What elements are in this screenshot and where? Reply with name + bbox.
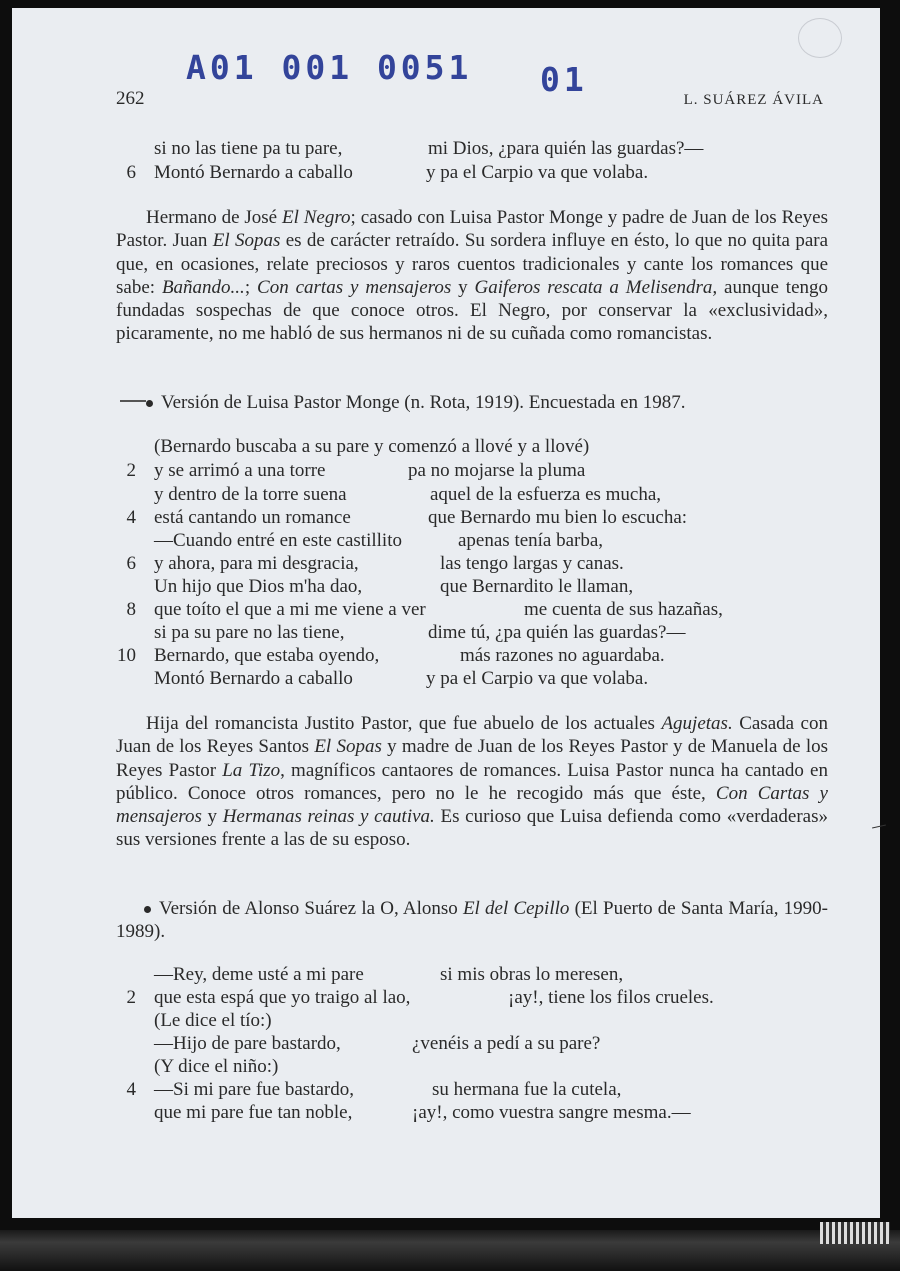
verse-hemistich-2: ¿venéis a pedí a su pare? [412,1033,601,1054]
verse-hemistich-1: —Si mi pare fue bastardo, [154,1079,354,1100]
margin-dash-mark [120,400,146,402]
circled-annotation [798,18,842,58]
scan-edge-artifact [820,1222,890,1244]
archive-stamp-suffix: 01 [540,60,588,99]
verse-number: 2 [126,987,136,1008]
verse-hemistich-2: las tengo largas y canas. [440,553,624,574]
commentary-paragraph-1: Hermano de José El Negro; casado con Luisa Pastor Monge y padre de Juan de los Reyes Pastor. Juan El Sopas es de carácter retraído. Su sordera influye en ésto, lo que no quita para que, en ocasiones, relate preciosos y raros cuentos tradicionales y cante los romances que sabe: Bañando...; Con cartas y mensajeros y Gaiferos rescata a Melisendra, aunque tengo fundadas sospechas de que conoce otros. El Negro, por conservar la «exclusividad», picaramente, no me habló de sus hermanos ni de su cuñada como romancistas. [116,207,829,345]
verse-hemistich-2: si mis obras lo meresen, [440,964,624,985]
verse-hemistich-2: pa no mojarse la pluma [408,460,586,481]
verse-hemistich-1: y ahora, para mi desgracia, [154,553,359,574]
verse-hemistich-1: y se arrimó a una torre [154,460,326,481]
verse-hemistich-2: ¡ay!, como vuestra sangre mesma.— [412,1102,691,1123]
verse-hemistich-2: y pa el Carpio va que volaba. [426,668,649,689]
verse-hemistich-2: mi Dios, ¿para quién las guardas?— [428,138,704,159]
commentary-paragraph-2: Hija del romancista Justito Pastor, que fue abuelo de los actuales Agujetas. Casada con Juan de los Reyes Santos El Sopas y madre de Juan de los Reyes Pastor y de Manuela de los Reyes Pastor La Tizo, magníficos cantaores de romances. Luisa Pastor nunca ha cantado en público. Conoce otros romances, pero no le he recogido más que éste, Con Cartas y mensajeros y Hermanas reinas y cautiva. Es curioso que Luisa defienda como «verdaderas» sus versiones frente a las de su esposo. [116,713,828,851]
running-head: L. SUÁREZ ÁVILA [683,92,824,108]
verse-number: 2 [126,460,136,481]
verse-hemistich-1: (Bernardo buscaba a su pare y comenzó a llové y a llové) [154,436,590,457]
verse-hemistich-1: (Y dice el niño:) [154,1056,279,1077]
verse-hemistich-1: (Le dice el tío:) [154,1010,272,1031]
scan-border-bottom [0,1230,900,1271]
verse-hemistich-1: y dentro de la torre suena [154,484,347,505]
verse-number: 6 [126,553,136,574]
verse-hemistich-1: Montó Bernardo a caballo [154,668,353,689]
verse-hemistich-2: dime tú, ¿pa quién las guardas?— [428,622,686,643]
verse-hemistich-1: —Cuando entré en este castillito [154,530,402,551]
verse-number: 10 [117,645,136,666]
verse-hemistich-2: ¡ay!, tiene los filos crueles. [508,987,714,1008]
verse-number: 4 [126,1079,136,1100]
verse-hemistich-1: —Rey, deme usté a mi pare [154,964,364,985]
verse-hemistich-1: está cantando un romance [154,507,351,528]
verse-hemistich-1: —Hijo de pare bastardo, [154,1033,341,1054]
verse-hemistich-2: me cuenta de sus hazañas, [524,599,723,620]
verse-hemistich-2: apenas tenía barba, [458,530,604,551]
verse-hemistich-2: y pa el Carpio va que volaba. [426,162,649,183]
verse-hemistich-2: aquel de la esfuerza es mucha, [430,484,662,505]
version-heading-2: Versión de Alonso Suárez la O, Alonso El del Cepillo (El Puerto de Santa María, 1990-1989). [116,898,828,943]
verse-number: 4 [126,507,136,528]
verse-hemistich-1: Montó Bernardo a caballo [154,162,353,183]
bullet-icon [146,400,153,407]
version-heading-1: Versión de Luisa Pastor Monge (n. Rota, 1919). Encuestada en 1987. [146,392,686,414]
verse-hemistich-2: más razones no aguardaba. [460,645,665,666]
verse-hemistich-2: que Bernardito le llaman, [440,576,634,597]
page-number: 262 [116,88,145,109]
verse-number: 8 [126,599,136,620]
verse-hemistich-2: que Bernardo mu bien lo escucha: [428,507,688,528]
verse-hemistich-1: Bernardo, que estaba oyendo, [154,645,380,666]
verse-number: 6 [126,162,136,183]
bullet-icon [144,906,151,913]
verse-hemistich-2: su hermana fue la cutela, [432,1079,622,1100]
verse-hemistich-1: si pa su pare no las tiene, [154,622,345,643]
archive-stamp-code: A01 001 0051 [186,48,473,87]
verse-hemistich-1: que mi pare fue tan noble, [154,1102,353,1123]
verse-hemistich-1: Un hijo que Dios m'ha dao, [154,576,363,597]
verse-hemistich-1: que esta espá que yo traigo al lao, [154,987,411,1008]
verse-hemistich-1: si no las tiene pa tu pare, [154,138,343,159]
verse-hemistich-1: que toíto el que a mi me viene a ver [154,599,426,620]
